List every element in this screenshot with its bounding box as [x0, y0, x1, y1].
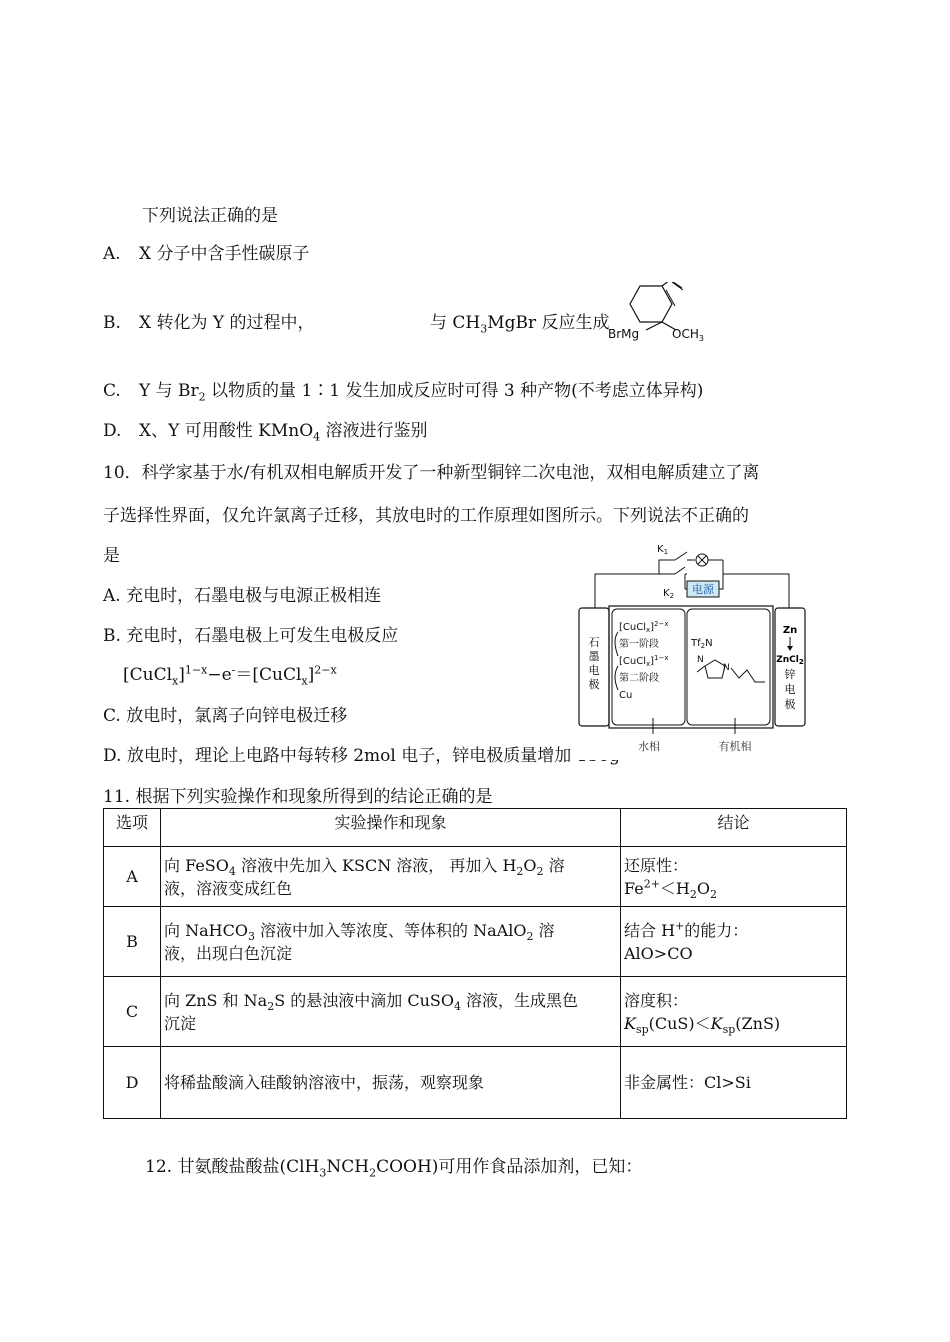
table-header-row: [104, 809, 847, 847]
water-phase-label: 水相: [638, 740, 660, 753]
stage1-label: 第一阶段: [619, 639, 659, 650]
graphite-char: 电: [588, 664, 600, 677]
cucl-mid: [CuCl$_x$]$^{1-x}$: [619, 654, 669, 668]
header-option: 选项: [104, 809, 161, 847]
option-text-2: 溶液进行鉴别: [320, 421, 428, 441]
q9-option-b-reagent: [430, 312, 610, 334]
graphite-char: 石: [588, 636, 600, 649]
vinyl-bond: [662, 282, 670, 286]
eq-sup: 1−x: [184, 663, 208, 677]
stage2-label: 第二阶段: [619, 673, 659, 684]
q12-stem: 12. 甘氨酸盐酸盐$(ClH_3NCH_2COOH)$可用作食品添加剂，已知：: [145, 1157, 643, 1180]
option-label: C.: [103, 381, 121, 401]
q10-option-b-equation: [123, 664, 337, 686]
q9-option-c: [103, 380, 703, 402]
row-option: B: [104, 907, 161, 977]
cu-label: Cu: [619, 690, 633, 701]
mg-bond: [646, 322, 662, 330]
q10-stem-line3: 是: [103, 546, 120, 566]
cucl-top: [CuCl$_x$]$^{2-x}$: [619, 620, 669, 634]
q10-stem-line2: 子选择性界面，仅允许氯离子迁移，其放电时的工作原理如图所示。下列说法不正确的: [103, 506, 749, 526]
row-conclusion: 结合 H+的能力： AlO>CO: [621, 907, 847, 977]
q10-option-c: C. 放电时，氯离子向锌电极迁移: [103, 706, 348, 726]
row-operation: 向 FeSO$_4$ 溶液中先加入 KSCN 溶液， 再加入 $H_2O_2$ 溶 液，溶液变成红色: [161, 847, 621, 907]
tf2n-label: $Tf_2N$: [691, 638, 713, 650]
intro-text: 下列说法正确的是: [142, 206, 278, 226]
n-label: N: [697, 655, 704, 665]
eq-part: −e: [207, 665, 232, 685]
q10-option-d: D. 放电时，理论上电路中每转移 2mol 电子，锌电极质量增加 136g: [103, 746, 620, 766]
zinc-char: 极: [784, 698, 796, 711]
graphite-char: 极: [588, 678, 600, 691]
double-bond: [666, 290, 675, 306]
reagent-text-2: MgBr 反应生成: [487, 313, 610, 333]
table-row-d: [104, 1047, 847, 1119]
k2-label: $K_2$: [663, 588, 675, 600]
row-conclusion: 还原性： $Fe^{2+}<H_2O_2$: [621, 847, 847, 907]
row-option: A: [104, 847, 161, 907]
vinyl-double: [672, 282, 683, 290]
eq-bracket: ]: [178, 665, 185, 685]
q10-option-a: A. 充电时，石墨电极与电源正极相连: [103, 586, 382, 606]
row-operation: 将稀盐酸滴入硅酸钠溶液中，振荡，观察现象: [161, 1047, 621, 1119]
eq-part: ＝[CuCl: [235, 665, 302, 685]
option-label: D.: [103, 421, 122, 441]
table-row-a: [104, 847, 847, 907]
table-row-c: [104, 977, 847, 1047]
eq-sup: 2−x: [314, 663, 337, 677]
option-sub: 4: [313, 430, 321, 444]
option-text: X 分子中含手性碳原子: [139, 244, 310, 264]
n-label: N: [723, 663, 730, 673]
power-label: 电源: [692, 583, 714, 596]
option-text-part1: X 转化为 Y 的过程中，: [139, 313, 315, 333]
q11-title: 11. 根据下列实验操作和现象所得到的结论正确的是: [103, 787, 493, 807]
row-operation: 向 ZnS 和 $Na_2S$ 的悬浊液中滴加 CuSO$_4$ 溶液，生成黑色 沉淀: [161, 977, 621, 1047]
option-sub: 2: [198, 390, 206, 404]
k1-label: $K_1$: [657, 544, 669, 556]
q9-option-d: [103, 420, 428, 442]
eq-sub: x: [172, 674, 179, 688]
zinc-char: 锌: [784, 668, 796, 681]
b-structure-diagram: [606, 282, 718, 348]
q11-table: [103, 808, 847, 1119]
battery-diagram: [575, 538, 810, 760]
zinc-char: 电: [784, 683, 796, 696]
organic-phase-label: 有机相: [718, 740, 752, 753]
header-conclusion: 结论: [621, 809, 847, 847]
option-label: B.: [103, 313, 121, 333]
q9-option-a: [103, 243, 310, 265]
graphite-char: 墨: [588, 650, 600, 663]
option-text: Y 与 Br: [139, 381, 199, 401]
reagent-text: 与 CH: [430, 313, 481, 333]
row-option: D: [104, 1047, 161, 1119]
q10-stem-line1: 10．科学家基于水/有机双相电解质开发了一种新型铜锌二次电池，双相电解质建立了离: [103, 463, 760, 483]
row-option: C: [104, 977, 161, 1047]
option-text: X、Y 可用酸性 KMnO: [139, 421, 314, 441]
brmg-label: BrMg: [608, 327, 640, 341]
option-label: A.: [103, 244, 121, 264]
row-operation: 向 NaHCO$_3$ 溶液中加入等浓度、等体积的 NaAlO$_2$ 溶 液，出现白色沉淀: [161, 907, 621, 977]
reagent-sub: 3: [480, 322, 488, 336]
option-text-2: 以物质的量 1∶1 发生加成反应时可得 3 种产物(不考虑立体异构): [205, 381, 704, 401]
zncl2-label: ZnCl$_2$: [776, 655, 804, 666]
table-row-b: [104, 907, 847, 977]
eq-sub: x: [301, 674, 308, 688]
q9-option-b: [103, 312, 315, 334]
row-conclusion: 溶度积： $K_{sp}(CuS)<K_{sp}(ZnS)$: [621, 977, 847, 1047]
header-operation: 实验操作和现象: [161, 809, 621, 847]
eq-bracket: ]: [307, 665, 315, 685]
q10-option-b: B. 充电时，石墨电极上可发生电极反应: [103, 626, 399, 646]
cyclohexene-ring: [630, 286, 672, 322]
eq-sup: -: [231, 663, 236, 677]
row-conclusion: 非金属性：Cl>Si: [621, 1047, 847, 1119]
eq-part: [CuCl: [123, 665, 173, 685]
zn-label: Zn: [782, 625, 798, 636]
och3-label: $OCH_3$: [672, 327, 704, 343]
